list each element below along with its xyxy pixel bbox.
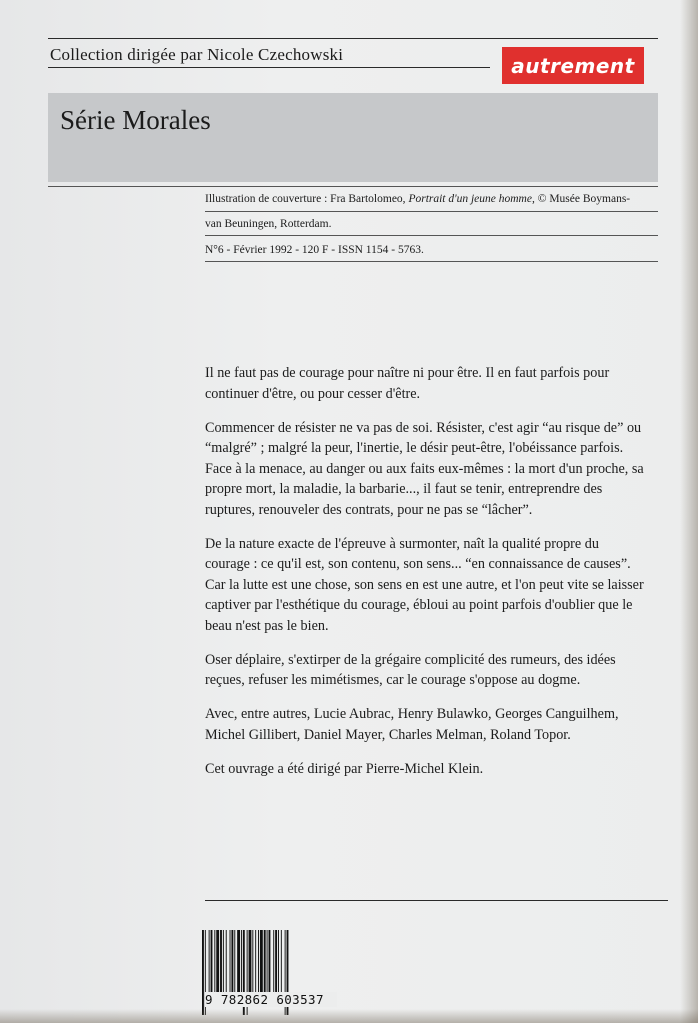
credit-rule-2 (205, 235, 658, 236)
blurb-paragraph: De la nature exacte de l'épreuve à surmonter, naît la qualité propre du courage : ce qu'il est, son contenu, son sens... “en connaissance de causes”. Car la lutte est une chose, son sens en est une autre, et l'on peut vite se laisser captiver par l'esthétique du courage, ébloui au point parfois d'oublier que le beau n'est pas le bien. (205, 535, 644, 634)
credit-rule-3 (205, 261, 658, 262)
credit-line-2: van Beuningen, Rotterdam. (205, 218, 332, 230)
publisher-logo-text: autrement (511, 53, 635, 78)
bottom-rule (205, 900, 668, 901)
credit-line-1 (205, 193, 630, 205)
credit-rule-1 (205, 211, 658, 212)
publisher-logo (502, 47, 644, 84)
isbn-number: 9 782862 603537 (205, 992, 337, 1007)
blurb-paragraph: Cet ouvrage a été dirigé par Pierre-Michel Klein. (205, 760, 484, 777)
header-underline (48, 67, 490, 68)
blurb-paragraph: Commencer de résister ne va pas de soi. Résister, c'est agir “au risque de” ou “malgré” ; malgré la peur, l'inertie, le désir peut-être, l'obéissance parfois. Face à la menace, au danger ou aux faits eux-mêmes : la mort d'un proche, sa propre mort, la maladie, la barbarie..., il faut se tenir, entreprendre des ruptures, renouveler des contrats, pour ne pas se “lâcher”. (205, 419, 644, 518)
paper-edge-shadow-right (680, 0, 698, 1023)
collection-editor: Collection dirigée par Nicole Czechowski (50, 45, 344, 64)
credit-suffix: © Musée Boymans- (534, 193, 631, 205)
blurb-text (205, 363, 645, 793)
paper-edge-shadow-bottom (0, 1009, 698, 1023)
artwork-title: Portrait d'un jeune homme, (408, 193, 535, 205)
series-rule (48, 186, 658, 187)
blurb-paragraph: Avec, entre autres, Lucie Aubrac, Henry Bulawko, Georges Canguilhem, Michel Gillibert, Daniel Mayer, Charles Melman, Roland Topor. (205, 706, 619, 743)
top-rule (48, 38, 658, 39)
issue-info: N°6 - Février 1992 - 120 F - ISSN 1154 - 5763. (205, 244, 424, 256)
blurb-paragraph: Oser déplaire, s'extirper de la grégaire complicité des rumeurs, des idées reçues, refuser les mimétismes, car le courage s'oppose au dogme. (205, 651, 616, 688)
series-title: Série Morales (60, 105, 211, 135)
credit-prefix: Illustration de couverture : Fra Bartolomeo, (205, 193, 409, 205)
blurb-paragraph: Il ne faut pas de courage pour naître ni pour être. Il en faut parfois pour continuer d'être, ou pour cesser d'être. (205, 365, 610, 402)
